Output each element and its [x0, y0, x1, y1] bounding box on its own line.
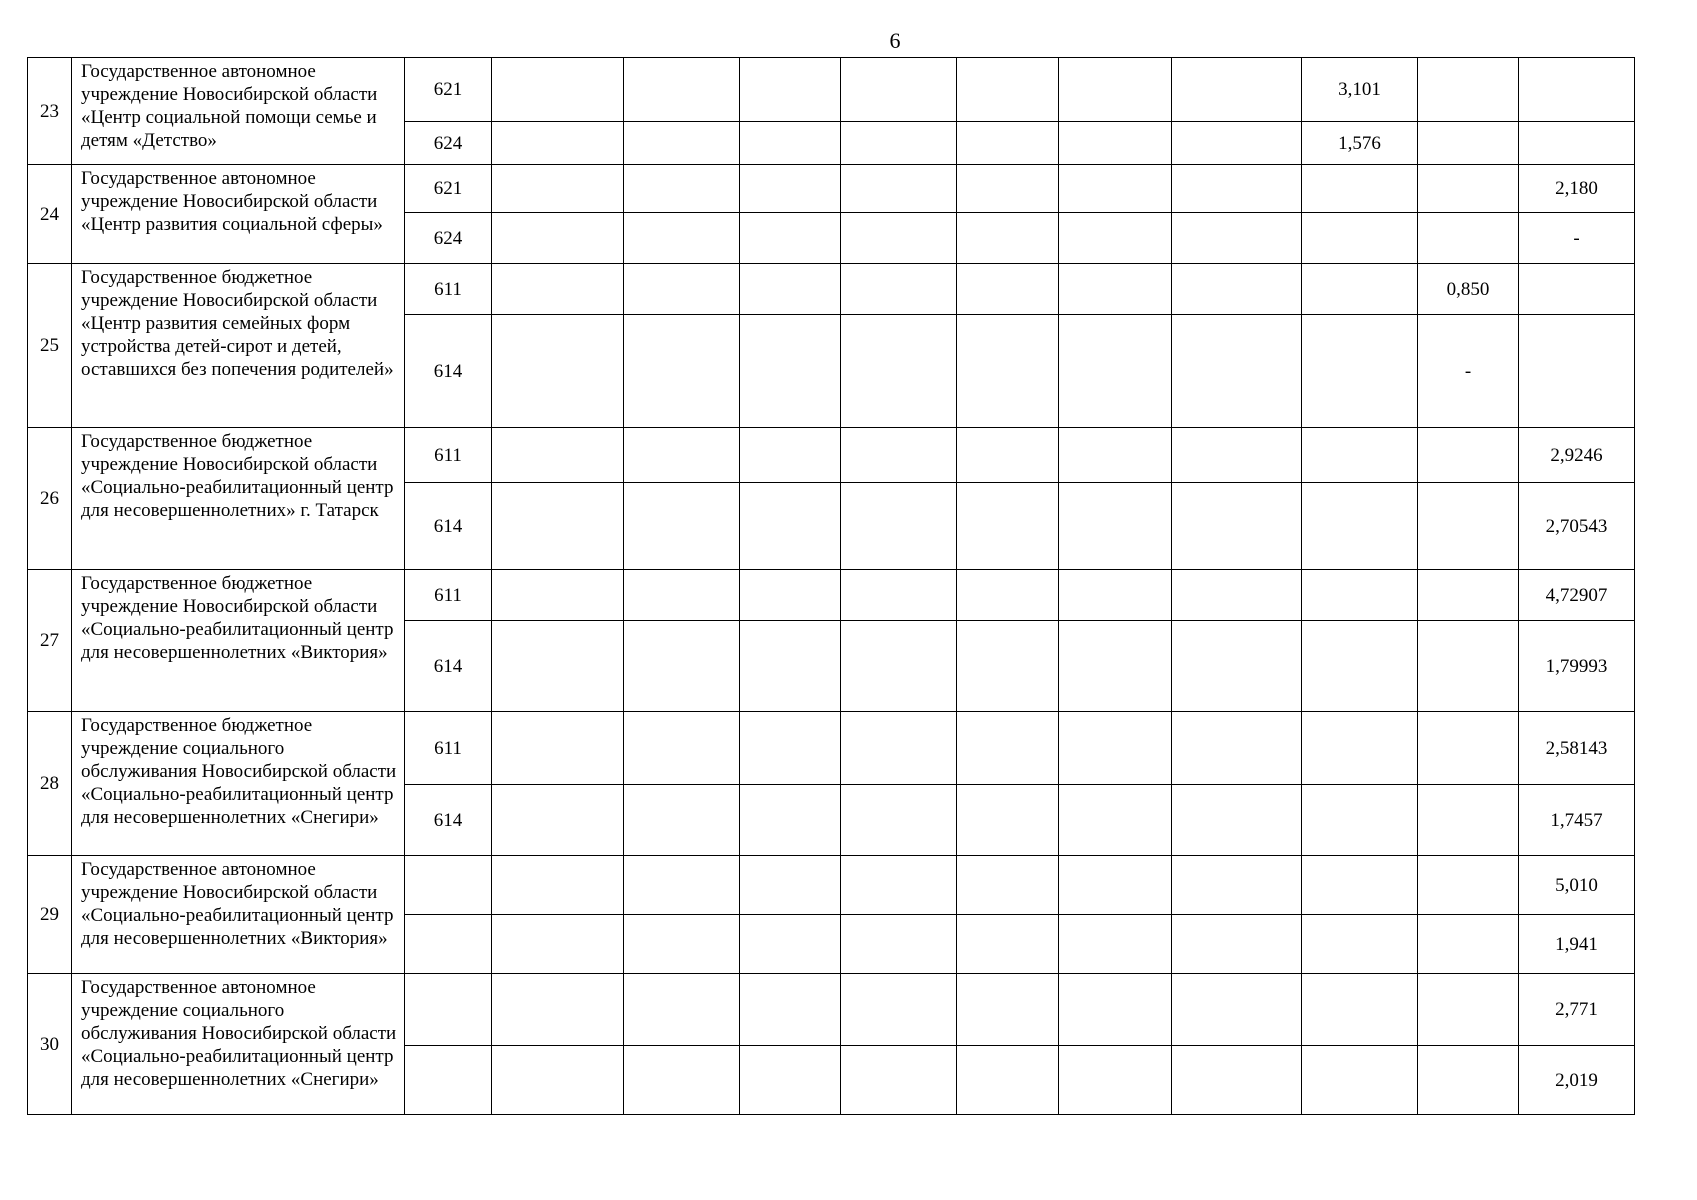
code-cell: 614 — [405, 785, 492, 856]
row-number: 24 — [28, 165, 72, 264]
empty-cell — [624, 621, 740, 712]
empty-cell — [624, 122, 740, 165]
empty-cell — [492, 785, 624, 856]
empty-cell — [1059, 122, 1172, 165]
empty-cell — [740, 570, 841, 621]
empty-cell — [957, 621, 1059, 712]
empty-cell — [957, 165, 1059, 213]
table-row — [28, 570, 1635, 621]
empty-cell — [957, 58, 1059, 122]
table-row — [28, 712, 1635, 785]
empty-cell — [1418, 58, 1519, 122]
value-cell: 0,850 — [1418, 264, 1519, 315]
institution-name: Государственное бюджетное учреждение Новосибирской области «Центр развития семейных форм устройства детей-сирот и детей, оставшихся без попечения родителей» — [72, 264, 405, 428]
empty-cell — [1418, 213, 1519, 264]
empty-cell — [492, 264, 624, 315]
empty-cell — [841, 58, 957, 122]
empty-cell — [492, 621, 624, 712]
empty-cell — [492, 570, 624, 621]
code-cell: 621 — [405, 165, 492, 213]
institution-name: Государственное бюджетное учреждение социального обслуживания Новосибирской области «Социально-реабилитационный центр для несовершеннолетних «Снегири» — [72, 712, 405, 856]
empty-cell — [492, 915, 624, 974]
code-cell: 611 — [405, 264, 492, 315]
value-cell: 2,70543 — [1519, 483, 1635, 570]
empty-cell — [1302, 165, 1418, 213]
empty-cell — [1418, 428, 1519, 483]
empty-cell — [1302, 264, 1418, 315]
empty-cell — [740, 428, 841, 483]
row-number: 30 — [28, 974, 72, 1115]
empty-cell — [841, 264, 957, 315]
empty-cell — [1059, 165, 1172, 213]
value-cell: 2,58143 — [1519, 712, 1635, 785]
empty-cell — [1519, 264, 1635, 315]
code-cell — [405, 974, 492, 1046]
empty-cell — [740, 621, 841, 712]
empty-cell — [1059, 712, 1172, 785]
empty-cell — [1418, 483, 1519, 570]
empty-cell — [1302, 974, 1418, 1046]
empty-cell — [1418, 621, 1519, 712]
code-cell — [405, 915, 492, 974]
empty-cell — [1172, 58, 1302, 122]
value-cell: - — [1519, 213, 1635, 264]
value-cell: 2,180 — [1519, 165, 1635, 213]
empty-cell — [624, 428, 740, 483]
table-row — [28, 856, 1635, 915]
empty-cell — [1418, 1046, 1519, 1115]
empty-cell — [492, 213, 624, 264]
empty-cell — [1418, 122, 1519, 165]
empty-cell — [1172, 315, 1302, 428]
value-cell: 2,9246 — [1519, 428, 1635, 483]
code-cell: 611 — [405, 712, 492, 785]
empty-cell — [740, 483, 841, 570]
empty-cell — [841, 315, 957, 428]
empty-cell — [1059, 58, 1172, 122]
empty-cell — [1059, 621, 1172, 712]
table-row — [28, 974, 1635, 1046]
empty-cell — [740, 165, 841, 213]
empty-cell — [624, 58, 740, 122]
empty-cell — [492, 1046, 624, 1115]
empty-cell — [624, 570, 740, 621]
empty-cell — [1172, 974, 1302, 1046]
empty-cell — [624, 915, 740, 974]
empty-cell — [841, 483, 957, 570]
empty-cell — [492, 165, 624, 213]
empty-cell — [492, 58, 624, 122]
table-row — [28, 58, 1635, 122]
code-cell: 611 — [405, 570, 492, 621]
code-cell: 621 — [405, 58, 492, 122]
empty-cell — [1302, 428, 1418, 483]
empty-cell — [841, 915, 957, 974]
value-cell: 1,7457 — [1519, 785, 1635, 856]
value-cell: 2,771 — [1519, 974, 1635, 1046]
code-cell — [405, 1046, 492, 1115]
empty-cell — [1172, 213, 1302, 264]
empty-cell — [740, 974, 841, 1046]
empty-cell — [624, 315, 740, 428]
empty-cell — [1059, 315, 1172, 428]
empty-cell — [1172, 483, 1302, 570]
empty-cell — [740, 315, 841, 428]
empty-cell — [1519, 58, 1635, 122]
empty-cell — [1172, 621, 1302, 712]
empty-cell — [1418, 974, 1519, 1046]
institution-name: Государственное автономное учреждение Новосибирской области «Центр социальной помощи семье и детям «Детство» — [72, 58, 405, 165]
empty-cell — [624, 712, 740, 785]
empty-cell — [841, 213, 957, 264]
empty-cell — [1172, 785, 1302, 856]
empty-cell — [1302, 712, 1418, 785]
empty-cell — [841, 712, 957, 785]
empty-cell — [1418, 712, 1519, 785]
empty-cell — [492, 856, 624, 915]
empty-cell — [740, 856, 841, 915]
empty-cell — [1302, 915, 1418, 974]
empty-cell — [1172, 856, 1302, 915]
empty-cell — [492, 483, 624, 570]
empty-cell — [957, 974, 1059, 1046]
row-number: 23 — [28, 58, 72, 165]
empty-cell — [624, 213, 740, 264]
table-row — [28, 264, 1635, 315]
empty-cell — [841, 570, 957, 621]
empty-cell — [624, 785, 740, 856]
empty-cell — [1418, 785, 1519, 856]
empty-cell — [492, 428, 624, 483]
value-cell: 1,576 — [1302, 122, 1418, 165]
code-cell: 614 — [405, 315, 492, 428]
empty-cell — [1172, 122, 1302, 165]
value-cell: 1,941 — [1519, 915, 1635, 974]
row-number: 26 — [28, 428, 72, 570]
empty-cell — [740, 915, 841, 974]
empty-cell — [957, 785, 1059, 856]
empty-cell — [1059, 483, 1172, 570]
empty-cell — [492, 974, 624, 1046]
empty-cell — [957, 264, 1059, 315]
empty-cell — [957, 483, 1059, 570]
empty-cell — [957, 570, 1059, 621]
code-cell — [405, 856, 492, 915]
empty-cell — [841, 785, 957, 856]
institution-name: Государственное бюджетное учреждение Новосибирской области «Социально-реабилитационный центр для несовершеннолетних» г. Татарск — [72, 428, 405, 570]
empty-cell — [492, 122, 624, 165]
empty-cell — [740, 213, 841, 264]
empty-cell — [740, 712, 841, 785]
code-cell: 611 — [405, 428, 492, 483]
code-cell: 614 — [405, 621, 492, 712]
empty-cell — [624, 483, 740, 570]
empty-cell — [1519, 315, 1635, 428]
code-cell: 624 — [405, 122, 492, 165]
empty-cell — [624, 974, 740, 1046]
empty-cell — [1418, 856, 1519, 915]
empty-cell — [1059, 856, 1172, 915]
empty-cell — [1302, 1046, 1418, 1115]
row-number: 27 — [28, 570, 72, 712]
empty-cell — [1302, 856, 1418, 915]
empty-cell — [841, 122, 957, 165]
empty-cell — [740, 58, 841, 122]
value-cell: 5,010 — [1519, 856, 1635, 915]
empty-cell — [1059, 974, 1172, 1046]
empty-cell — [957, 712, 1059, 785]
empty-cell — [1059, 428, 1172, 483]
empty-cell — [740, 785, 841, 856]
empty-cell — [1172, 1046, 1302, 1115]
empty-cell — [1302, 570, 1418, 621]
value-cell: 4,72907 — [1519, 570, 1635, 621]
institution-name: Государственное бюджетное учреждение Новосибирской области «Социально-реабилитационный центр для несовершеннолетних «Виктория» — [72, 570, 405, 712]
row-number: 29 — [28, 856, 72, 974]
empty-cell — [492, 712, 624, 785]
value-cell: 2,019 — [1519, 1046, 1635, 1115]
empty-cell — [1302, 315, 1418, 428]
empty-cell — [957, 1046, 1059, 1115]
empty-cell — [1172, 165, 1302, 213]
empty-cell — [957, 428, 1059, 483]
empty-cell — [1059, 785, 1172, 856]
empty-cell — [957, 315, 1059, 428]
value-cell: 3,101 — [1302, 58, 1418, 122]
empty-cell — [957, 856, 1059, 915]
empty-cell — [1418, 915, 1519, 974]
institution-name: Государственное автономное учреждение социального обслуживания Новосибирской области «Социально-реабилитационный центр для несовершеннолетних «Снегири» — [72, 974, 405, 1115]
empty-cell — [1418, 165, 1519, 213]
code-cell: 614 — [405, 483, 492, 570]
empty-cell — [957, 213, 1059, 264]
institution-name: Государственное автономное учреждение Новосибирской области «Центр развития социальной сферы» — [72, 165, 405, 264]
empty-cell — [1172, 570, 1302, 621]
empty-cell — [841, 974, 957, 1046]
row-number: 25 — [28, 264, 72, 428]
code-cell: 624 — [405, 213, 492, 264]
empty-cell — [1172, 428, 1302, 483]
empty-cell — [1302, 785, 1418, 856]
empty-cell — [841, 856, 957, 915]
empty-cell — [841, 621, 957, 712]
empty-cell — [957, 122, 1059, 165]
empty-cell — [1302, 213, 1418, 264]
empty-cell — [1519, 122, 1635, 165]
empty-cell — [492, 315, 624, 428]
table-row — [28, 165, 1635, 213]
table-row — [28, 428, 1635, 483]
empty-cell — [1059, 213, 1172, 264]
empty-cell — [1302, 483, 1418, 570]
empty-cell — [957, 915, 1059, 974]
value-cell: - — [1418, 315, 1519, 428]
empty-cell — [624, 1046, 740, 1115]
value-cell: 1,79993 — [1519, 621, 1635, 712]
empty-cell — [624, 165, 740, 213]
empty-cell — [740, 264, 841, 315]
page-number: 6 — [889, 28, 901, 53]
data-table — [27, 57, 1635, 1115]
empty-cell — [1418, 570, 1519, 621]
empty-cell — [740, 1046, 841, 1115]
empty-cell — [1059, 1046, 1172, 1115]
row-number: 28 — [28, 712, 72, 856]
empty-cell — [841, 428, 957, 483]
empty-cell — [740, 122, 841, 165]
institution-name: Государственное автономное учреждение Новосибирской области «Социально-реабилитационный центр для несовершеннолетних «Виктория» — [72, 856, 405, 974]
empty-cell — [624, 856, 740, 915]
empty-cell — [1302, 621, 1418, 712]
empty-cell — [841, 1046, 957, 1115]
empty-cell — [1172, 712, 1302, 785]
empty-cell — [1059, 264, 1172, 315]
empty-cell — [1059, 570, 1172, 621]
empty-cell — [841, 165, 957, 213]
empty-cell — [1172, 915, 1302, 974]
empty-cell — [624, 264, 740, 315]
empty-cell — [1059, 915, 1172, 974]
empty-cell — [1172, 264, 1302, 315]
